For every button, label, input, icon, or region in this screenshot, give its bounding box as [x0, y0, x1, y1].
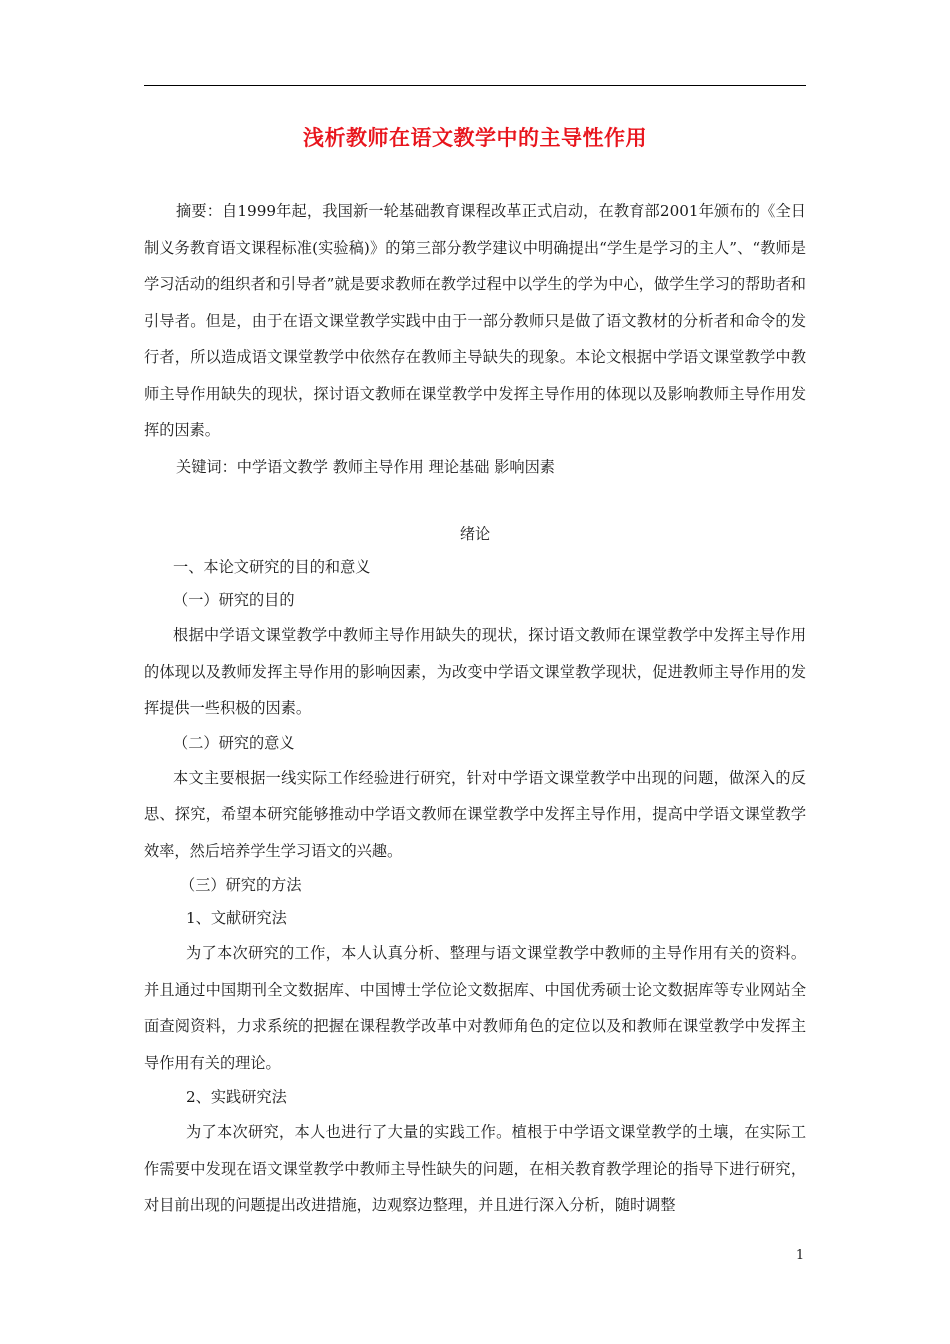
literature-method-paragraph: 为了本次研究的工作，本人认真分析、整理与语文课堂教学中教师的主导作用有关的资料。并且通过中国期刊全文数据库、中国博士学位论文数据库、中国优秀硕士论文数据库等专业网站全面查阅资料，力求系统的把握在课程教学改革中对教师角色的定位以及和教师在课堂教学中发挥主导作用有关的理论。 — [144, 944, 806, 1072]
document-body — [144, 193, 806, 1224]
significance-paragraph: 本文主要根据一线实际工作经验进行研究，针对中学语文课堂教学中出现的问题，做深入的反思、探究，希望本研究能够推动中学语文教师在课堂教学中发挥主导作用，提高中学语文课堂教学效率，然后培养学生学习语文的兴趣。 — [144, 768, 806, 860]
page-number: 1 — [795, 1248, 805, 1263]
section-heading: 一、本论文研究的目的和意义 — [173, 558, 371, 576]
purpose-paragraph: 根据中学语文课堂教学中教师主导作用缺失的现状，探讨语文教师在课堂教学中发挥主导作用的体现以及教师发挥主导作用的影响因素，为改变中学语文课堂教学现状，促进教师主导作用的发挥提供一些积极的因素。 — [144, 626, 806, 717]
practice-method-paragraph: 为了本次研究，本人也进行了大量的实践工作。植根于中学语文课堂教学的土壤，在实际工作需要中发现在语文课堂教学中教师主导性缺失的问题，在相关教育教学理论的指导下进行研究，对目前出现的问题提出改进措施，边观察边整理，并且进行深入分析，随时调整 — [144, 1123, 806, 1214]
subsection-heading-purpose: （一）研究的目的 — [173, 591, 295, 609]
abstract-paragraph: 摘要：自1999年起，我国新一轮基础教育课程改革正式启动，在教育部2001年颁布的《全日制义务教育语文课程标准(实验稿)》的第三部分教学建议中明确提出“学生是学习的主人”、“教师是学习活动的组织者和引导者”就是要求教师在教学过程中以学生的学为中心，做学生学习的帮助者和引导者。但是，由于在语文课堂教学实践中由于一部分教师只是做了语文教材的分析者和命令的发行者，所以造成语文课堂教学中依然存在教师主导缺失的现象。本论文根据中学语文课堂教学中教师主导作用缺失的现状，探讨语文教师在课堂教学中发挥主导作用的体现以及影响教师主导作用发挥的因素。 — [144, 202, 806, 439]
intro-heading: 绪论 — [459, 525, 491, 543]
subsection-heading-significance: （二）研究的意义 — [173, 733, 295, 752]
subsection-heading-method: （三）研究的方法 — [180, 876, 302, 894]
method-heading-practice: 2、实践研究法 — [186, 1088, 287, 1106]
keywords-line: 关键词：中学语文教学 教师主导作用 理论基础 影响因素 — [176, 457, 555, 476]
spacer — [144, 485, 806, 518]
method-heading-literature: 1、文献研究法 — [186, 909, 287, 927]
document-title: 浅析教师在语文教学中的主导性作用 — [303, 125, 647, 150]
header-rule — [144, 85, 806, 86]
